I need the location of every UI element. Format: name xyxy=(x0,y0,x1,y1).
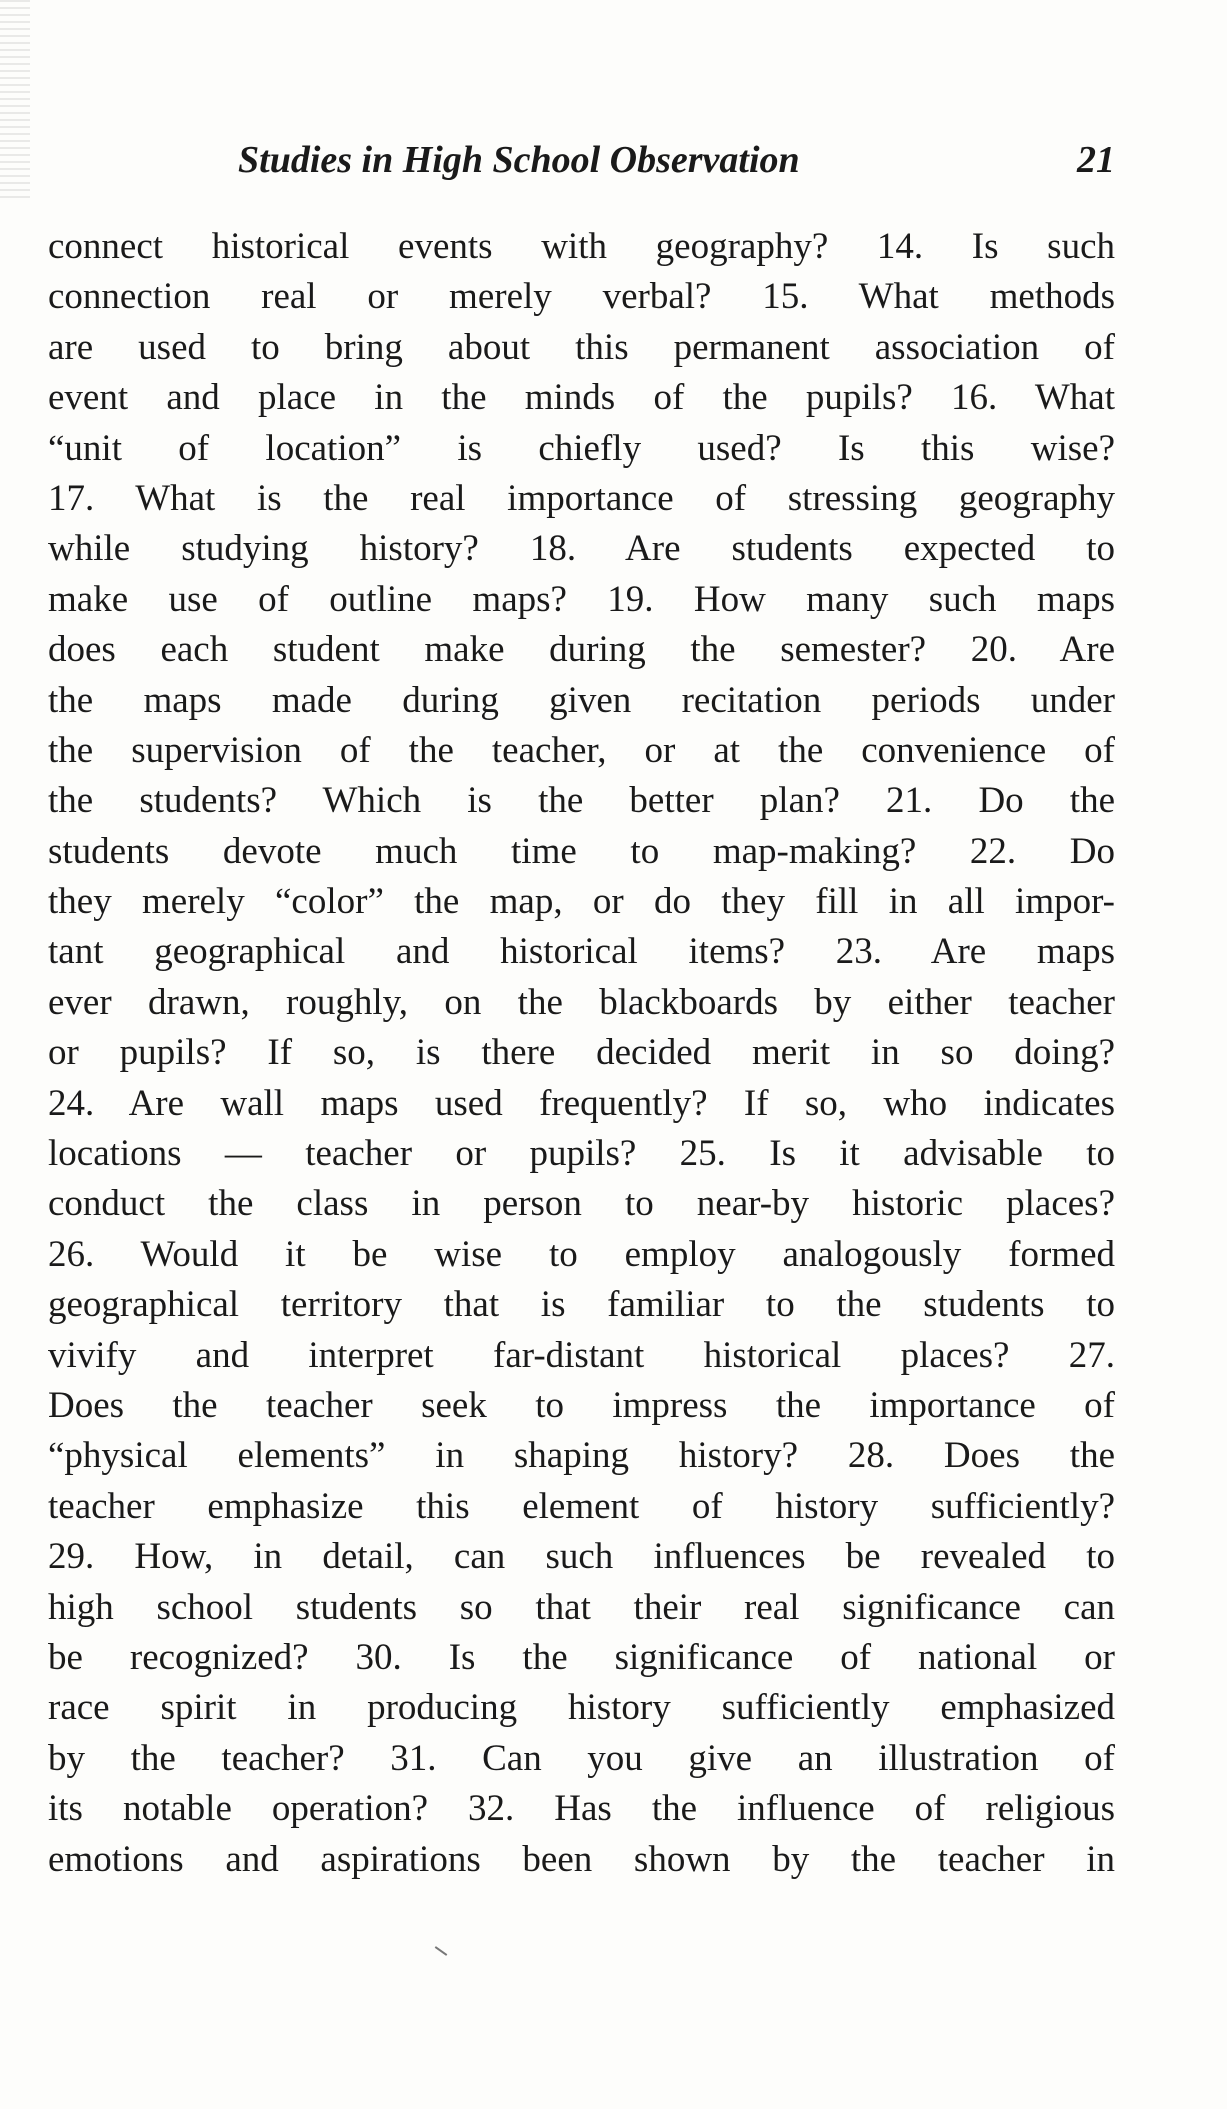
page-header xyxy=(48,138,1115,188)
text-line: tant geographical and historical items? 23. Are maps xyxy=(48,931,1115,973)
text-line: are used to bring about this permanent association of xyxy=(48,326,1115,368)
text-line: emotions and aspirations been shown by the teacher in xyxy=(48,1838,1115,1880)
text-line: event and place in the minds of the pupils? 16. What xyxy=(48,377,1115,419)
text-line: by the teacher? 31. Can you give an illustration of xyxy=(48,1737,1115,1779)
text-line: make use of outline maps? 19. How many such maps xyxy=(48,578,1115,620)
text-line: 17. What is the real importance of stressing geography xyxy=(48,477,1115,519)
text-line: 29. How, in detail, can such influences be revealed to xyxy=(48,1536,1115,1578)
stray-mark xyxy=(435,1946,448,1956)
text-line: Does the teacher seek to impress the importance of xyxy=(48,1384,1115,1426)
body-text xyxy=(48,222,1115,1885)
text-line: 26. Would it be wise to employ analogously formed xyxy=(48,1233,1115,1275)
text-line: students devote much time to map-making? 22. Do xyxy=(48,830,1115,872)
text-line: they merely “color” the map, or do they fill in all impor- xyxy=(48,881,1115,923)
scan-edge-noise xyxy=(0,0,30,200)
text-line: or pupils? If so, is there decided merit in so doing? xyxy=(48,1032,1115,1074)
running-title: Studies in High School Observation xyxy=(238,139,800,181)
text-line: the maps made during given recitation periods under xyxy=(48,679,1115,721)
text-line: teacher emphasize this element of history sufficiently? xyxy=(48,1485,1115,1527)
text-line: does each student make during the semester? 20. Are xyxy=(48,629,1115,671)
text-line: the students? Which is the better plan? 21. Do the xyxy=(48,780,1115,822)
page-number: 21 xyxy=(1077,139,1115,181)
text-line: locations — teacher or pupils? 25. Is it advisable to xyxy=(48,1133,1115,1175)
text-line: 24. Are wall maps used frequently? If so, who indicates xyxy=(48,1082,1115,1124)
text-line: “physical elements” in shaping history? 28. Does the xyxy=(48,1435,1115,1477)
text-line: geographical territory that is familiar to the students to xyxy=(48,1284,1115,1326)
text-line: ever drawn, roughly, on the blackboards by either teacher xyxy=(48,981,1115,1023)
text-line: be recognized? 30. Is the significance of national or xyxy=(48,1636,1115,1678)
text-line: race spirit in producing history sufficiently emphasized xyxy=(48,1687,1115,1729)
text-line: the supervision of the teacher, or at the convenience of xyxy=(48,729,1115,771)
text-line: vivify and interpret far-distant historical places? 27. xyxy=(48,1334,1115,1376)
text-line: while studying history? 18. Are students expected to xyxy=(48,528,1115,570)
text-line: “unit of location” is chiefly used? Is this wise? xyxy=(48,427,1115,469)
text-line: connection real or merely verbal? 15. What methods xyxy=(48,276,1115,318)
text-line: connect historical events with geography? 14. Is such xyxy=(48,226,1115,267)
text-line: high school students so that their real significance can xyxy=(48,1586,1115,1628)
text-line: conduct the class in person to near-by historic places? xyxy=(48,1183,1115,1225)
text-line: its notable operation? 32. Has the influence of religious xyxy=(48,1788,1115,1830)
